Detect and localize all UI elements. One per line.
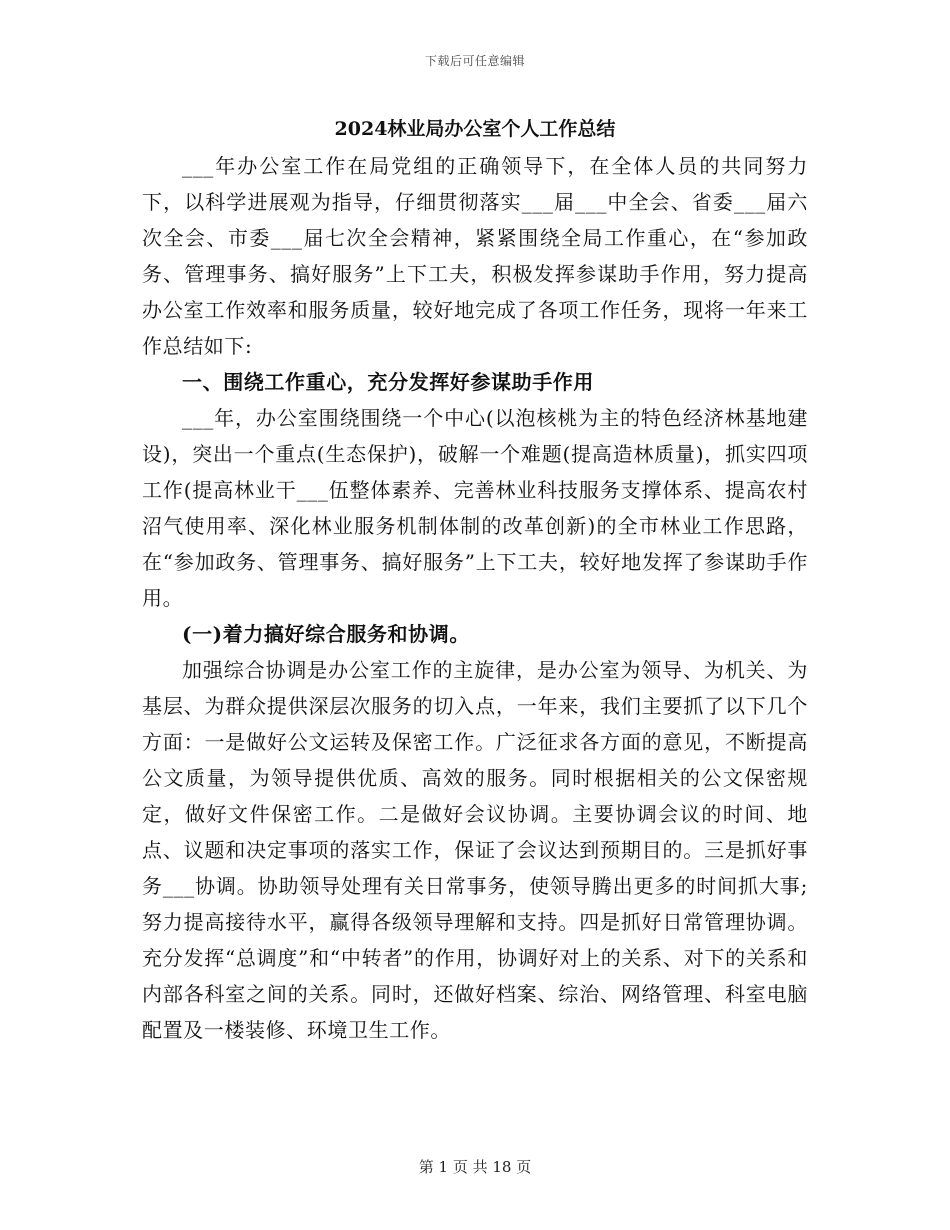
section-heading-1: 一、围绕工作重心，充分发挥好参谋助手作用 (182, 370, 594, 394)
subsection-heading-1: (一)着力搞好综合服务和协调。 (182, 622, 470, 646)
subsection-1-paragraph: 加强综合协调是办公室工作的主旋律，是办公室为领导、为机关、为基层、为群众提供深层次服务的切入点，一年来，我们主要抓了以下几个方面：一是做好公文运转及保密工作。广泛征求各方面的意见，不断提高公文质量，为领导提供优质、高效的服务。同时根据相关的公文保密规定，做好文件保密工作。二是做好会议协调。主要协调会议的时间、地点、议题和决定事项的落实工作，保证了会议达到预期目的。三是抓好事务___协调。协助领导处理有关日常事务，使领导腾出更多的时间抓大事;努力提高接待水平，赢得各级领导理解和支持。四是抓好日常管理协调。充分发挥“总调度”和“中转者”的作用，协调好对上的关系、对下的关系和内部各科室之间的关系。同时，还做好档案、综治、网络管理、科室电脑配置及一楼装修、环境卫生工作。 (142, 658, 808, 1042)
page-footer: 第 1 页 共 18 页 (418, 1158, 532, 1176)
document-body (142, 114, 808, 1048)
document-title: 2024林业局办公室个人工作总结 (334, 118, 616, 140)
header-note: 下载后可任意编辑 (424, 54, 525, 68)
intro-paragraph: ___年办公室工作在局党组的正确领导下，在全体人员的共同努力下，以科学进展观为指导，仔细贯彻落实___届___中全会、省委___届六次全会、市委___届七次全会精神，紧紧围绕全局工作重心，在“参加政务、管理事务、搞好服务”上下工夫，积极发挥参谋助手作用，努力提高办公室工作效率和服务质量，较好地完成了各项工作任务，现将一年来工作总结如下: (142, 154, 808, 358)
section-1-paragraph: ___年，办公室围绕围绕一个中心(以泡核桃为主的特色经济林基地建设)，突出一个重点(生态保护)，破解一个难题(提高造林质量)，抓实四项工作(提高林业干___伍整体素养、完善林业科技服务支撑体系、提高农村沼气使用率、深化林业服务机制体制的改革创新)的全市林业工作思路，在“参加政务、管理事务、搞好服务”上下工夫，较好地发挥了参谋助手作用。 (142, 406, 808, 610)
